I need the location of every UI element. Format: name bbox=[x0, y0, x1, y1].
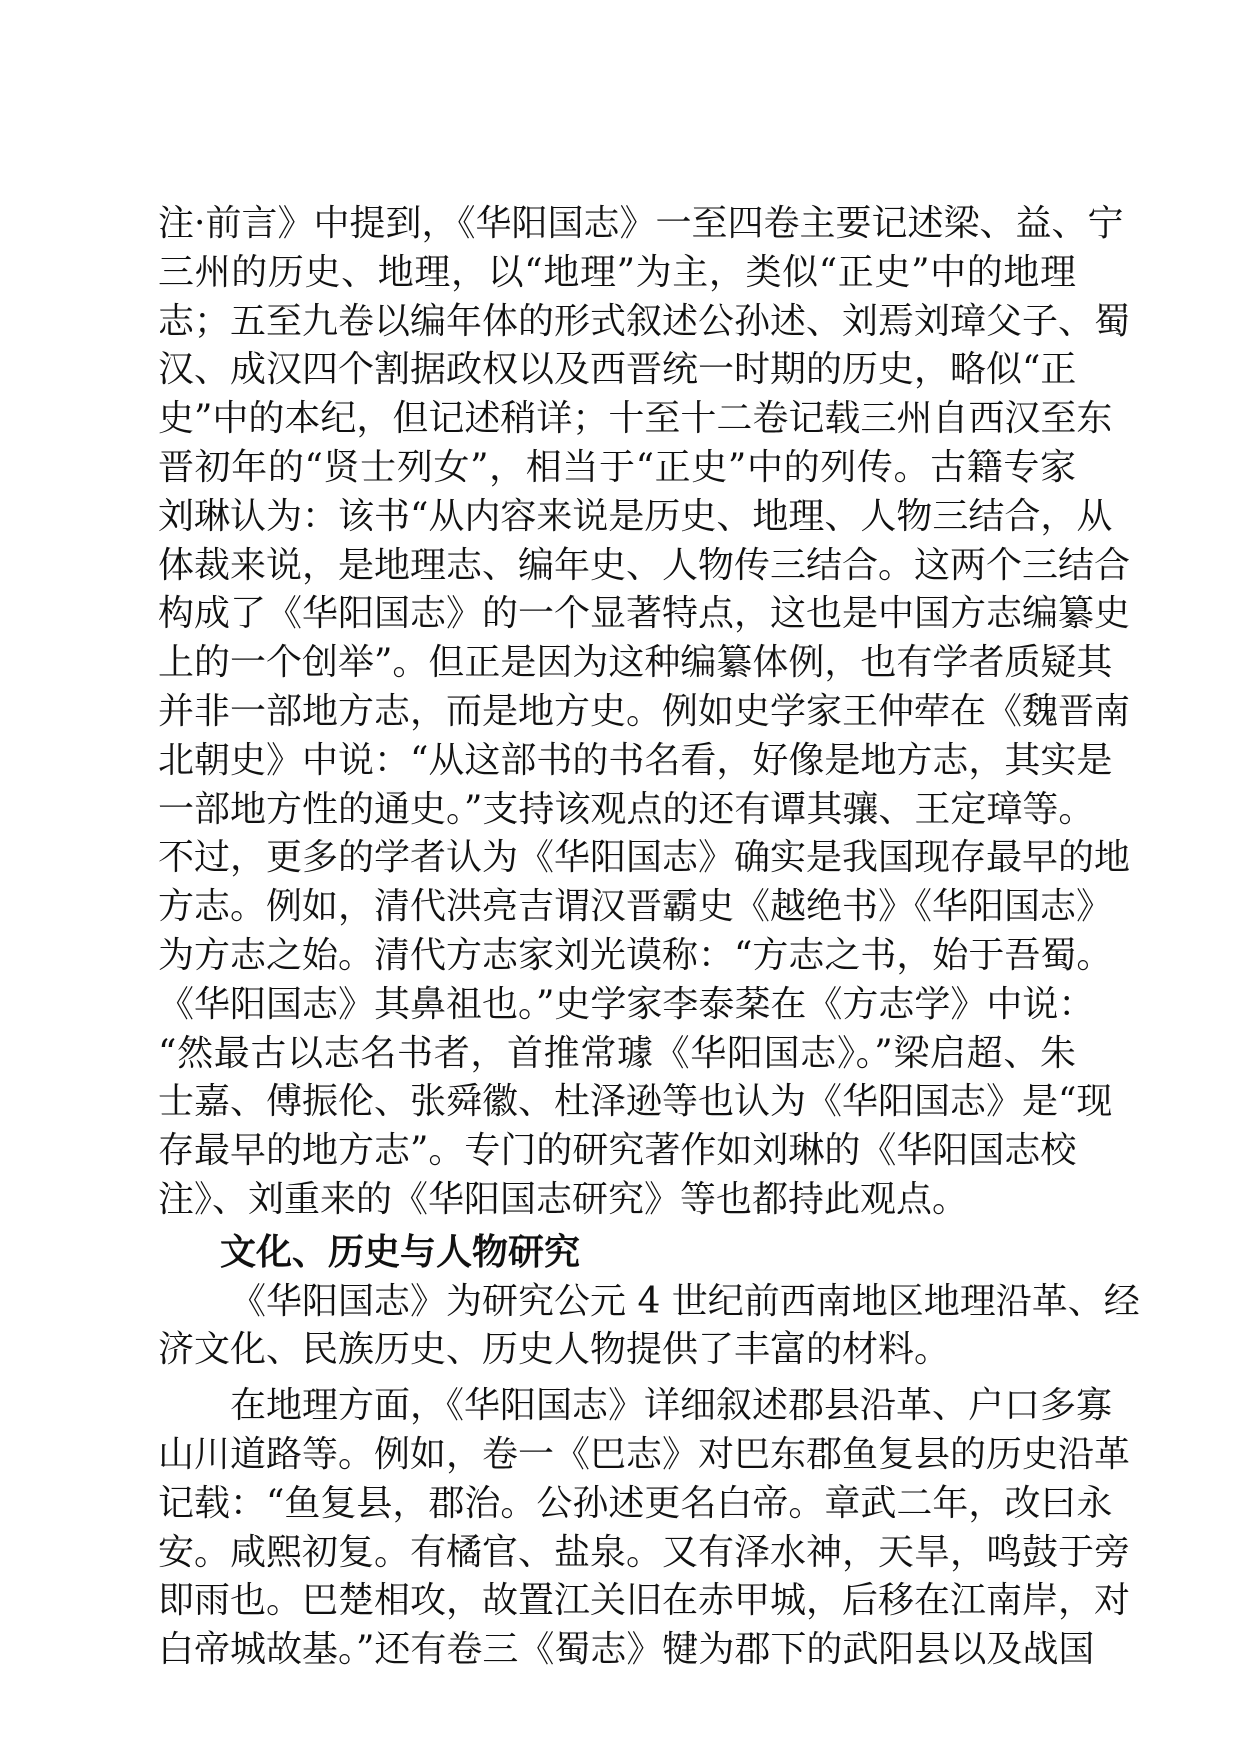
document-page bbox=[158, 200, 1140, 1675]
text-line: 史”中的本纪，但记述稍详；十至十二卷记载三州自西汉至东 bbox=[158, 398, 1113, 440]
text-line: 在地理方面，《华阳国志》详细叙述郡县沿革、户口多寡 bbox=[230, 1385, 1113, 1427]
text-line: 士嘉、傅振伦、张舜徽、杜泽逊等也认为《华阳国志》是“现 bbox=[158, 1081, 1113, 1123]
text-line: 济文化、民族历史、历史人物提供了丰富的材料。 bbox=[158, 1329, 951, 1371]
text-line: 《华阳国志》其鼻祖也。”史学家李泰棻在《方志学》中说： bbox=[158, 983, 1095, 1025]
text-line: 《华阳国志》为研究公元 4 世纪前西南地区地理沿革、经 bbox=[230, 1280, 1140, 1322]
text-line: 记载：“鱼复县，郡治。公孙述更名白帝。章武二年，改曰永 bbox=[158, 1482, 1113, 1524]
text-line: 不过，更多的学者认为《华阳国志》确实是我国现存最早的地 bbox=[158, 837, 1131, 879]
paragraph bbox=[158, 1382, 1131, 1675]
text-line: 上的一个创举”。但正是因为这种编纂体例，也有学者质疑其 bbox=[158, 642, 1113, 684]
section-heading: 文化、历史与人物研究 bbox=[220, 1231, 581, 1273]
text-line: 安。咸熙初复。有橘官、盐泉。又有泽水神，天旱，鸣鼓于旁 bbox=[158, 1531, 1131, 1573]
text-line: “然最古以志名书者，首推常璩《华阳国志》。”梁启超、朱 bbox=[158, 1032, 1076, 1074]
text-line: 汉、成汉四个割据政权以及西晋统一时期的历史，略似“正 bbox=[158, 349, 1077, 391]
text-line: 为方志之始。清代方志家刘光谟称：“方志之书，始于吾蜀。 bbox=[158, 934, 1113, 976]
text-line: 方志。例如，清代洪亮吉谓汉晋霸史《越绝书》《华阳国志》 bbox=[158, 886, 1113, 928]
text-line: 白帝城故基。”还有卷三《蜀志》犍为郡下的武阳县以及战国 bbox=[158, 1629, 1095, 1671]
paragraph-continued bbox=[158, 200, 1131, 1225]
text-line: 注》、刘重来的《华阳国志研究》等也都持此观点。 bbox=[158, 1178, 969, 1220]
text-line: 构成了《华阳国志》的一个显著特点，这也是中国方志编纂史 bbox=[158, 593, 1131, 635]
text-line: 并非一部地方志，而是地方史。例如史学家王仲荦在《魏晋南 bbox=[158, 690, 1131, 732]
text-line: 存最早的地方志”。专门的研究著作如刘琳的《华阳国志校 bbox=[158, 1130, 1077, 1172]
text-line: 北朝史》中说：“从这部书的书名看，好像是地方志，其实是 bbox=[158, 739, 1113, 781]
text-line: 一部地方性的通史。”支持该观点的还有谭其骧、王定璋等。 bbox=[158, 788, 1095, 830]
text-line: 体裁来说，是地理志、编年史、人物传三结合。这两个三结合 bbox=[158, 544, 1131, 586]
text-line: 刘琳认为：该书“从内容来说是历史、地理、人物三结合，从 bbox=[158, 495, 1113, 537]
text-line: 注·前言》中提到，《华阳国志》一至四卷主要记述梁、益、宁 bbox=[158, 203, 1124, 244]
text-line: 志；五至九卷以编年体的形式叙述公孙述、刘焉刘璋父子、蜀 bbox=[158, 300, 1131, 342]
text-line: 即雨也。巴楚相攻，故置江关旧在赤甲城，后移在江南岸，对 bbox=[158, 1580, 1131, 1622]
text-line: 三州的历史、地理，以“地理”为主，类似“正史”中的地理 bbox=[158, 251, 1076, 293]
text-line: 晋初年的“贤士列女”，相当于“正史”中的列传。古籍专家 bbox=[158, 446, 1076, 488]
paragraph bbox=[158, 1278, 1140, 1376]
text-line: 山川道路等。例如，卷一《巴志》对巴东郡鱼复县的历史沿革 bbox=[158, 1433, 1131, 1475]
